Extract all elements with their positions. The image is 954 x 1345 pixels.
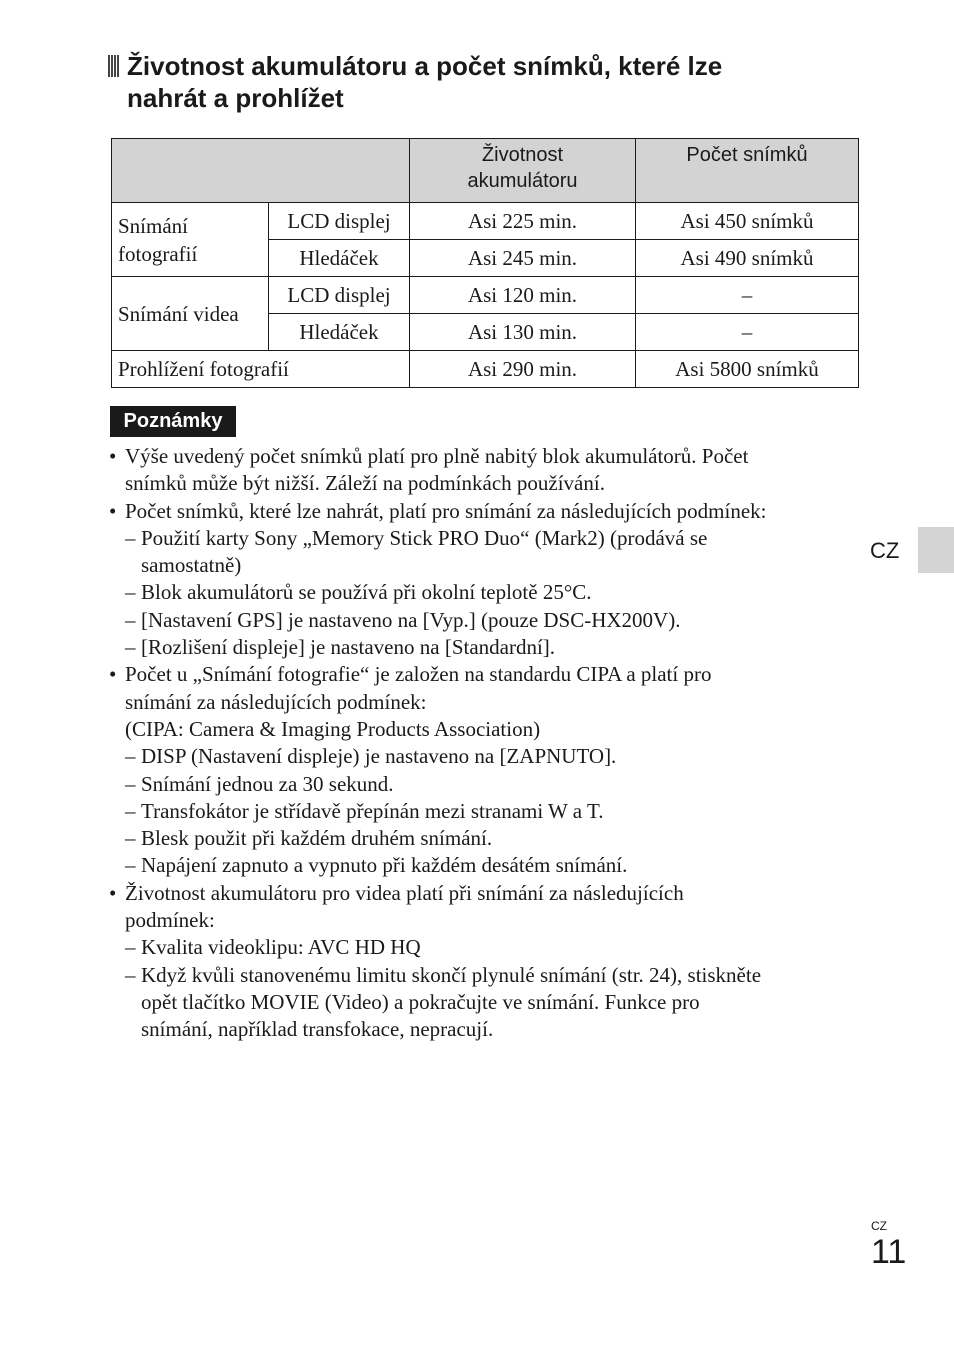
life-value: Asi 225 min. — [410, 203, 636, 240]
note-bullet: • Počet snímků, které lze nahrát, platí pro snímání za následujících podmínek: — [108, 498, 878, 525]
header-empty-cell — [112, 139, 410, 203]
header-shot-count: Počet snímků — [636, 139, 859, 203]
group-video: Snímání videa — [112, 277, 269, 351]
life-value: Asi 290 min. — [410, 351, 636, 388]
note-continuation: snímání za následujících podmínek: — [125, 689, 427, 714]
mode-lcd: LCD displej — [269, 203, 410, 240]
shots-value: Asi 5800 snímků — [636, 351, 859, 388]
table-row — [112, 351, 859, 388]
note-bullet: • Počet u „Snímání fotografie“ je založen na standardu CIPA a platí pro — [108, 661, 878, 688]
note-dash: – Použití karty Sony „Memory Stick PRO Duo“ (Mark2) (prodává se — [125, 525, 708, 550]
language-label: CZ — [870, 538, 900, 563]
heading-line-2: nahrát a prohlížet — [127, 83, 344, 113]
note-bullet: • Výše uvedený počet snímků platí pro plně nabitý blok akumulátorů. Počet — [108, 443, 878, 470]
note-dash: – [Rozlišení displeje] je nastaveno na [Standardní]. — [125, 635, 556, 660]
group-viewing: Prohlížení fotografií — [112, 351, 410, 388]
life-value: Asi 130 min. — [410, 314, 636, 351]
note-continuation: (CIPA: Camera & Imaging Products Association) — [125, 716, 541, 741]
note-dash-continuation: samostatně) — [141, 553, 242, 578]
life-value: Asi 120 min. — [410, 277, 636, 314]
heading-line-1: Životnost akumulátoru a počet snímků, které lze — [127, 51, 723, 81]
table-header-row — [112, 139, 859, 203]
section-heading — [108, 50, 868, 114]
heading-marker-icon — [108, 55, 119, 77]
note-dash: – DISP (Nastavení displeje) je nastaveno na [ZAPNUTO]. — [125, 744, 617, 769]
note-dash-continuation: opět tlačítko MOVIE (Video) a pokračujte ve snímání. Funkce pro — [141, 989, 700, 1014]
table-row — [112, 203, 859, 240]
table-row — [112, 277, 859, 314]
notes-list — [108, 443, 878, 1044]
page-language-code: CZ — [871, 1219, 887, 1233]
note-dash: – Blok akumulátorů se používá při okolní teplotě 25°C. — [125, 580, 592, 605]
note-dash: – Kvalita videoklipu: AVC HD HQ — [125, 935, 421, 960]
shots-value: – — [636, 314, 859, 351]
shots-value: Asi 450 snímků — [636, 203, 859, 240]
note-dash: – [Nastavení GPS] je nastaveno na [Vyp.] (pouze DSC-HX200V). — [125, 607, 681, 632]
shots-value: – — [636, 277, 859, 314]
note-dash: – Snímání jednou za 30 sekund. — [125, 771, 394, 796]
note-dash-continuation: snímání, například transfokace, nepracují. — [141, 1017, 494, 1042]
note-dash: – Blesk použit při každém druhém snímání. — [125, 826, 493, 851]
mode-viewfinder: Hledáček — [269, 314, 410, 351]
note-continuation: snímků může být nižší. Záleží na podmínkách používání. — [125, 471, 605, 496]
shots-value: Asi 490 snímků — [636, 240, 859, 277]
note-dash: – Napájení zapnuto a vypnuto při každém desátém snímání. — [125, 853, 628, 878]
notes-title: Poznámky — [110, 406, 236, 437]
note-dash: – Když kvůli stanovenému limitu skončí plynulé snímání (str. 24), stiskněte — [125, 962, 762, 987]
note-bullet: • Životnost akumulátoru pro videa platí při snímání za následujících — [108, 880, 878, 907]
language-tab — [918, 527, 954, 573]
page-number: 11 — [871, 1233, 907, 1271]
battery-life-table — [111, 138, 859, 388]
mode-lcd: LCD displej — [269, 277, 410, 314]
group-photo: Snímání fotografií — [112, 203, 269, 277]
life-value: Asi 245 min. — [410, 240, 636, 277]
mode-viewfinder: Hledáček — [269, 240, 410, 277]
header-battery-life: Životnost akumulátoru — [410, 139, 636, 203]
note-continuation: podmínek: — [125, 908, 215, 933]
note-dash: – Transfokátor je střídavě přepínán mezi stranami W a T. — [125, 798, 604, 823]
